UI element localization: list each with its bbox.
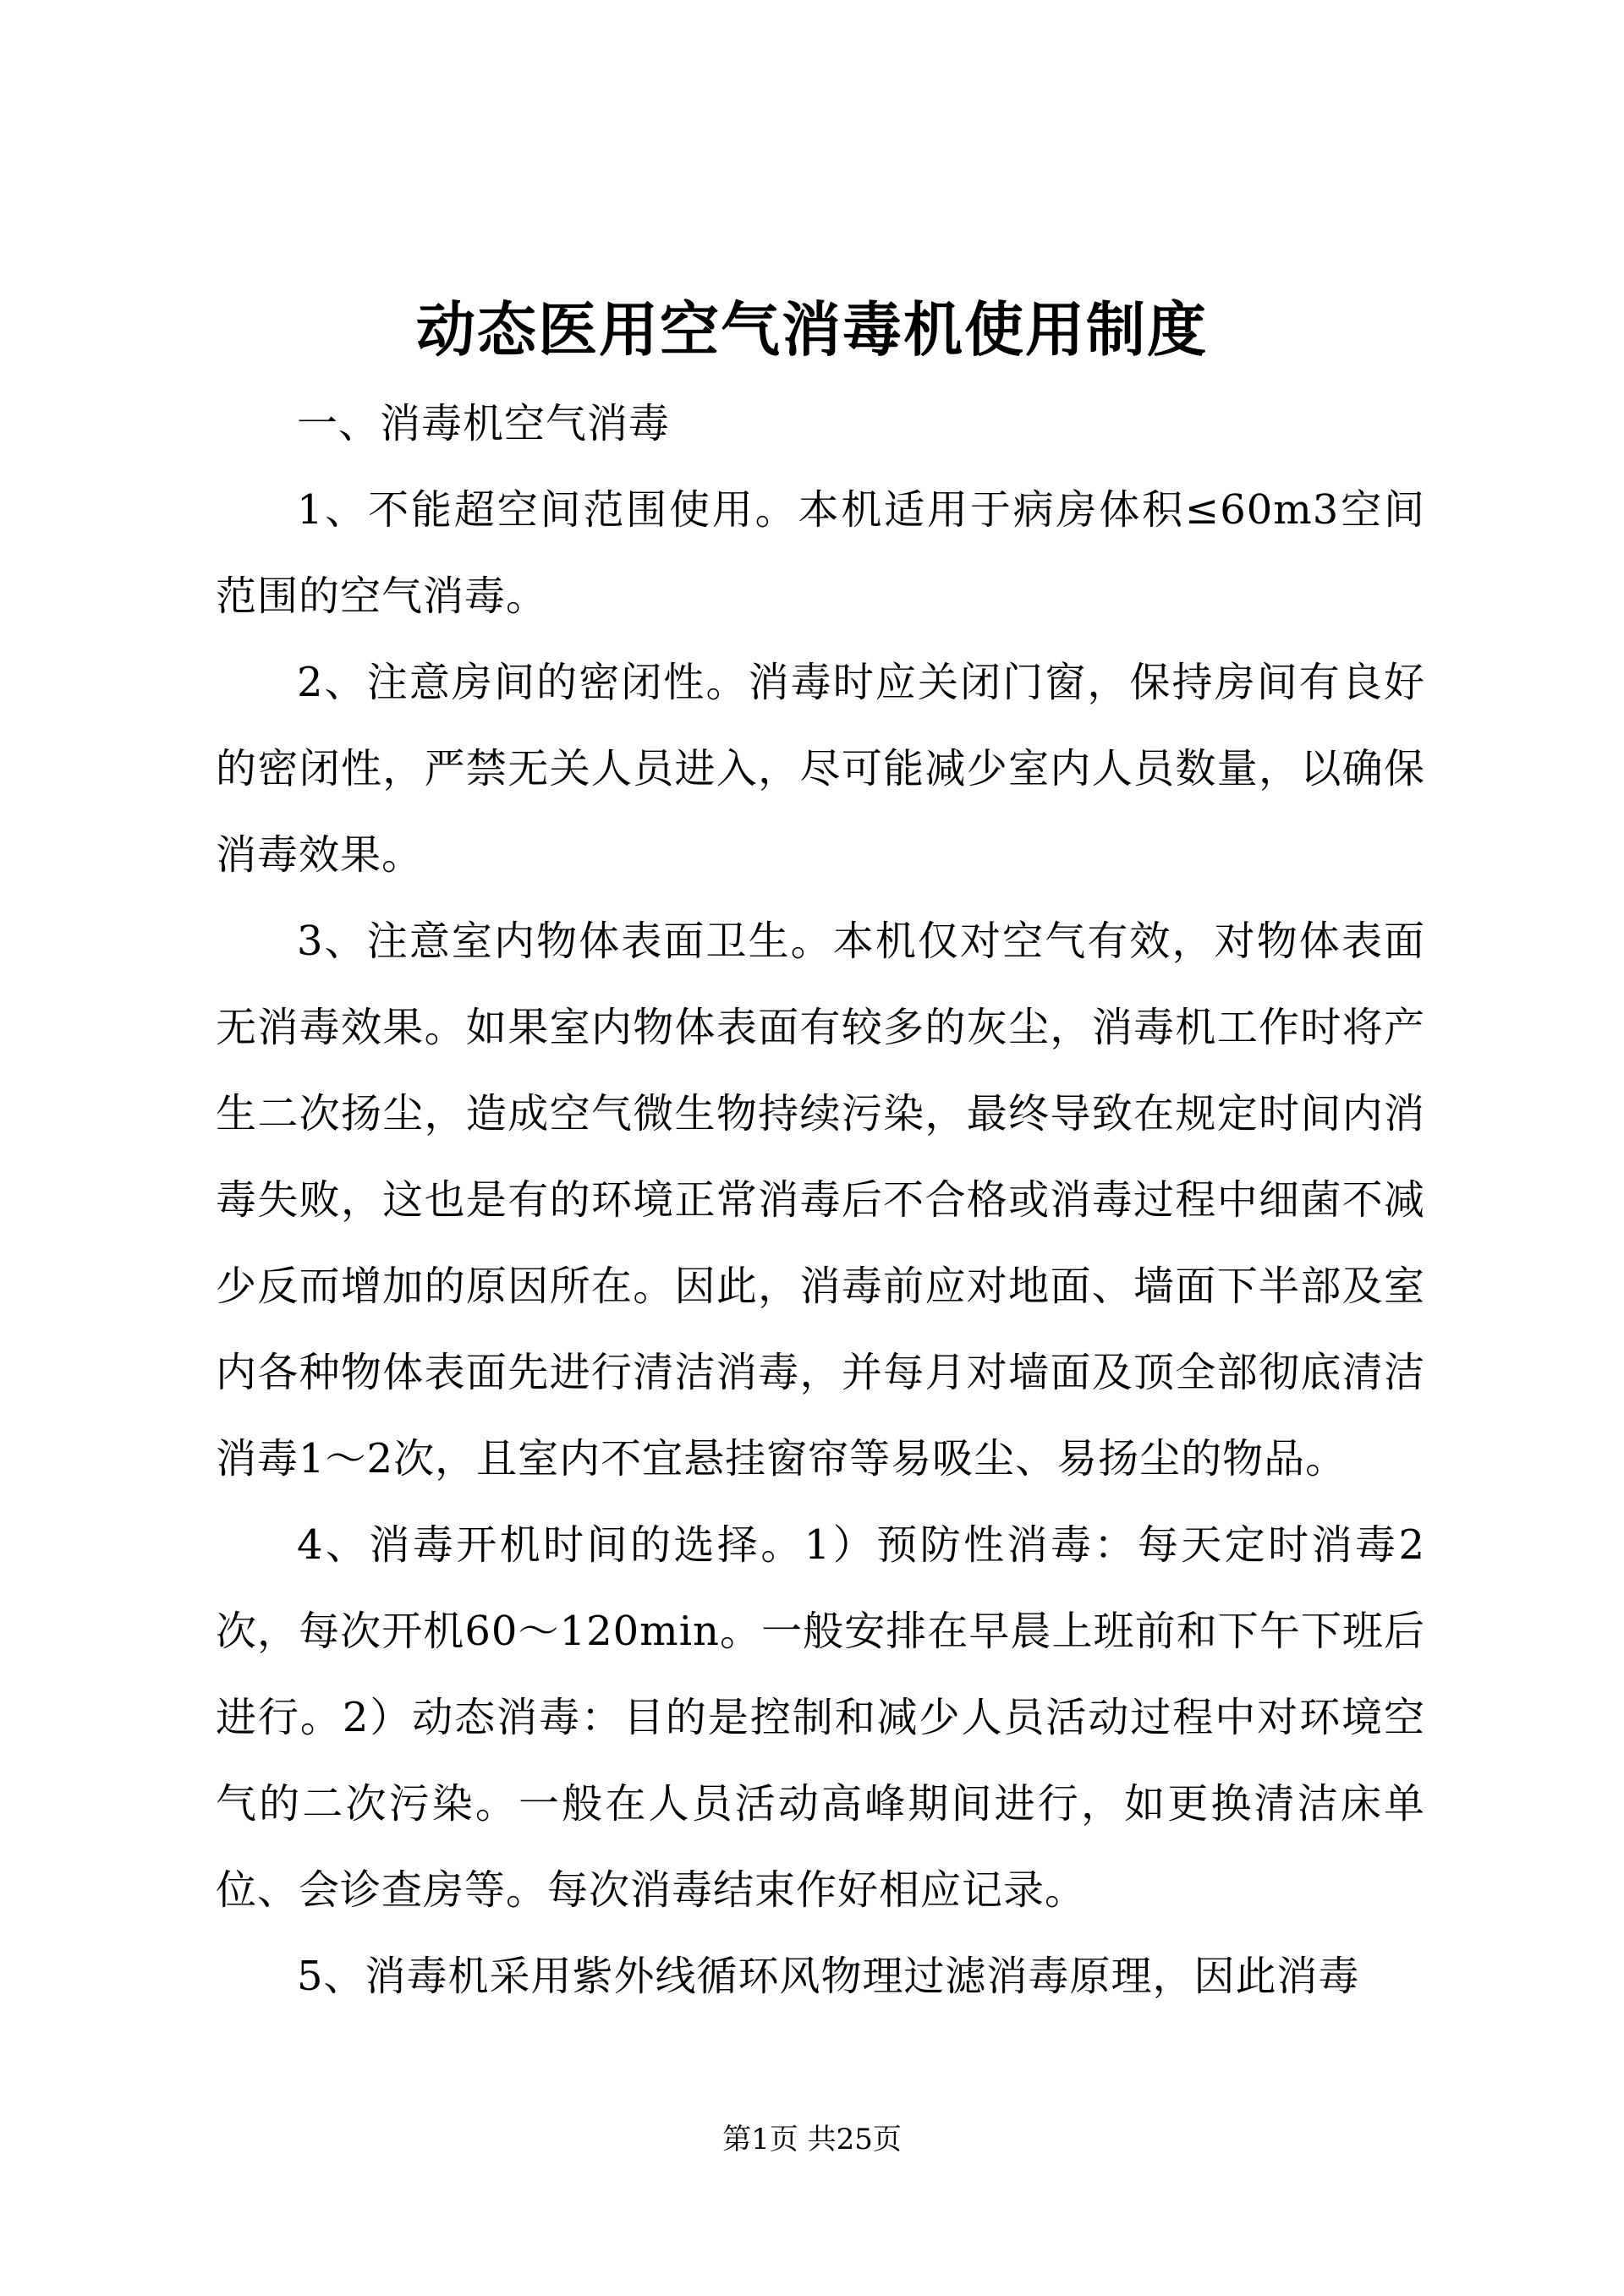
document-body [216,381,1425,2019]
paragraph-1: 1、不能超空间范围使用。本机适用于病房体积≤60m3空间范围的空气消毒。 [216,486,1425,620]
paragraph-2: 2、注意房间的密闭性。消毒时应关闭门窗，保持房间有良好的密闭性，严禁无关人员进入，尽可能减少室内人员数量，以确保消毒效果。 [216,659,1425,879]
paragraph-3: 3、注意室内物体表面卫生。本机仅对空气有效，对物体表面无消毒效果。如果室内物体表面有较多的灰尘，消毒机工作时将产生二次扬尘，造成空气微生物持续污染，最终导致在规定时间内消毒失败，这也是有的环境正常消毒后不合格或消毒过程中细菌不减少反而增加的原因所在。因此，消毒前应对地面、墙面下半部及室内各种物体表面先进行清洁消毒，并每月对墙面及顶全部彻底清洁消毒1～2次，且室内不宜悬挂窗帘等易吸尘、易扬尘的物品。 [216,918,1425,1482]
page-number-footer: 第1页 共25页 [722,2123,902,2156]
paragraph-5: 5、消毒机采用紫外线循环风物理过滤消毒原理，因此消毒 [297,1953,1360,2000]
paragraph-4: 4、消毒开机时间的选择。1）预防性消毒：每天定时消毒2次，每次开机60～120min。一般安排在早晨上班前和下午下班后进行。2）动态消毒：目的是控制和减少人员活动过程中对环境空气的二次污染。一般在人员活动高峰期间进行，如更换清洁床单位、会诊查房等。每次消毒结束作好相应记录。 [216,1521,1425,1914]
document-title: 动态医用空气消毒机使用制度 [416,294,1208,364]
section-heading: 一、消毒机空气消毒 [297,400,671,447]
